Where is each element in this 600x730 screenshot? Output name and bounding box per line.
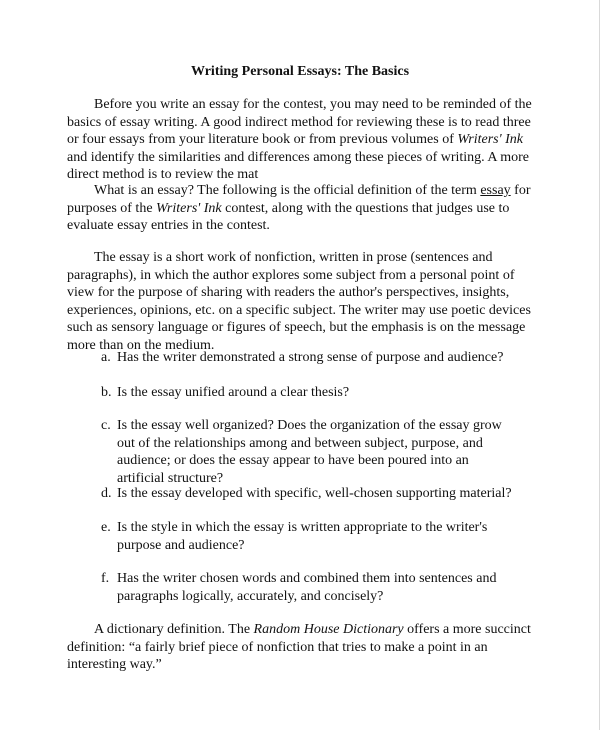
essay-definition-text: The essay is a short work of nonfiction, written in prose (sentences and paragraphs), in which the author explores some subject from a personal point of view for the purpose of sharing with readers the author's perspectives, insights, experiences, opinions, etc. on a specific subject. The writer may use poetic devices such as sensory language or figures of speech, but the emphasis is on the message more than on the medium. (67, 250, 531, 353)
list-item (98, 417, 518, 487)
list-item (98, 570, 518, 605)
intro-text-1: Before you write an essay for the contest, you may need to be reminded of the basics of essay writing. A good indirect method for reviewing these is to read three or four essays from your literature book or from previous volumes of (67, 97, 532, 147)
list-item (98, 485, 518, 503)
list-item-label: f. (101, 571, 110, 586)
document-title: Writing Personal Essays: The Basics (190, 64, 410, 79)
list-item-label: a. (101, 350, 111, 365)
list-item-label: e. (101, 520, 111, 535)
definition-text-1: What is an essay? The following is the official definition of the term (94, 183, 481, 198)
list-item-label: b. (101, 385, 112, 400)
list-item-text: Is the essay developed with specific, well-chosen supporting material? (117, 486, 512, 501)
list-item-label: c. (101, 418, 111, 433)
definition-intro-paragraph (67, 182, 537, 235)
dictionary-title: Random House Dictionary (253, 622, 404, 637)
list-item (98, 349, 518, 367)
list-item (98, 384, 518, 402)
list-item-text: Has the writer chosen words and combined them into sentences and paragraphs logically, accurately, and concisely? (117, 571, 497, 604)
list-item-text: Is the style in which the essay is written appropriate to the writer's purpose and audience? (117, 520, 488, 553)
intro-italic-title: Writers' Ink (457, 132, 523, 147)
list-item-label: d. (101, 486, 112, 501)
essay-term: essay (480, 183, 511, 198)
dictionary-text-1: A dictionary definition. The (94, 622, 254, 637)
definition-italic-title: Writers' Ink (156, 200, 222, 216)
intro-text-2: and identify the similarities and differences among these pieces of writing. A more direct method is to review the mat (67, 149, 529, 182)
list-item (98, 519, 518, 554)
intro-paragraph (67, 96, 537, 184)
dictionary-definition-paragraph (67, 621, 537, 674)
list-item-text: Has the writer demonstrated a strong sense of purpose and audience? (117, 350, 504, 365)
dictionary-text-2: offers a more succinct definition: “a fairly brief piece of nonfiction that tries to make a point in an interesting way.” (67, 622, 531, 672)
definition-text-3: contest, along with the questions that judges use to evaluate essay entries in the contest. (67, 200, 510, 233)
definition-text-2: for purposes of the (67, 183, 531, 216)
list-item-text: Is the essay unified around a clear thesis? (117, 385, 350, 400)
essay-definition-paragraph (67, 249, 537, 354)
list-item-text: Is the essay well organized? Does the organization of the essay grow out of the relationships among and between subject, purpose, and audience; or does the essay appear to have been poured into an artificial structure? (117, 418, 502, 486)
